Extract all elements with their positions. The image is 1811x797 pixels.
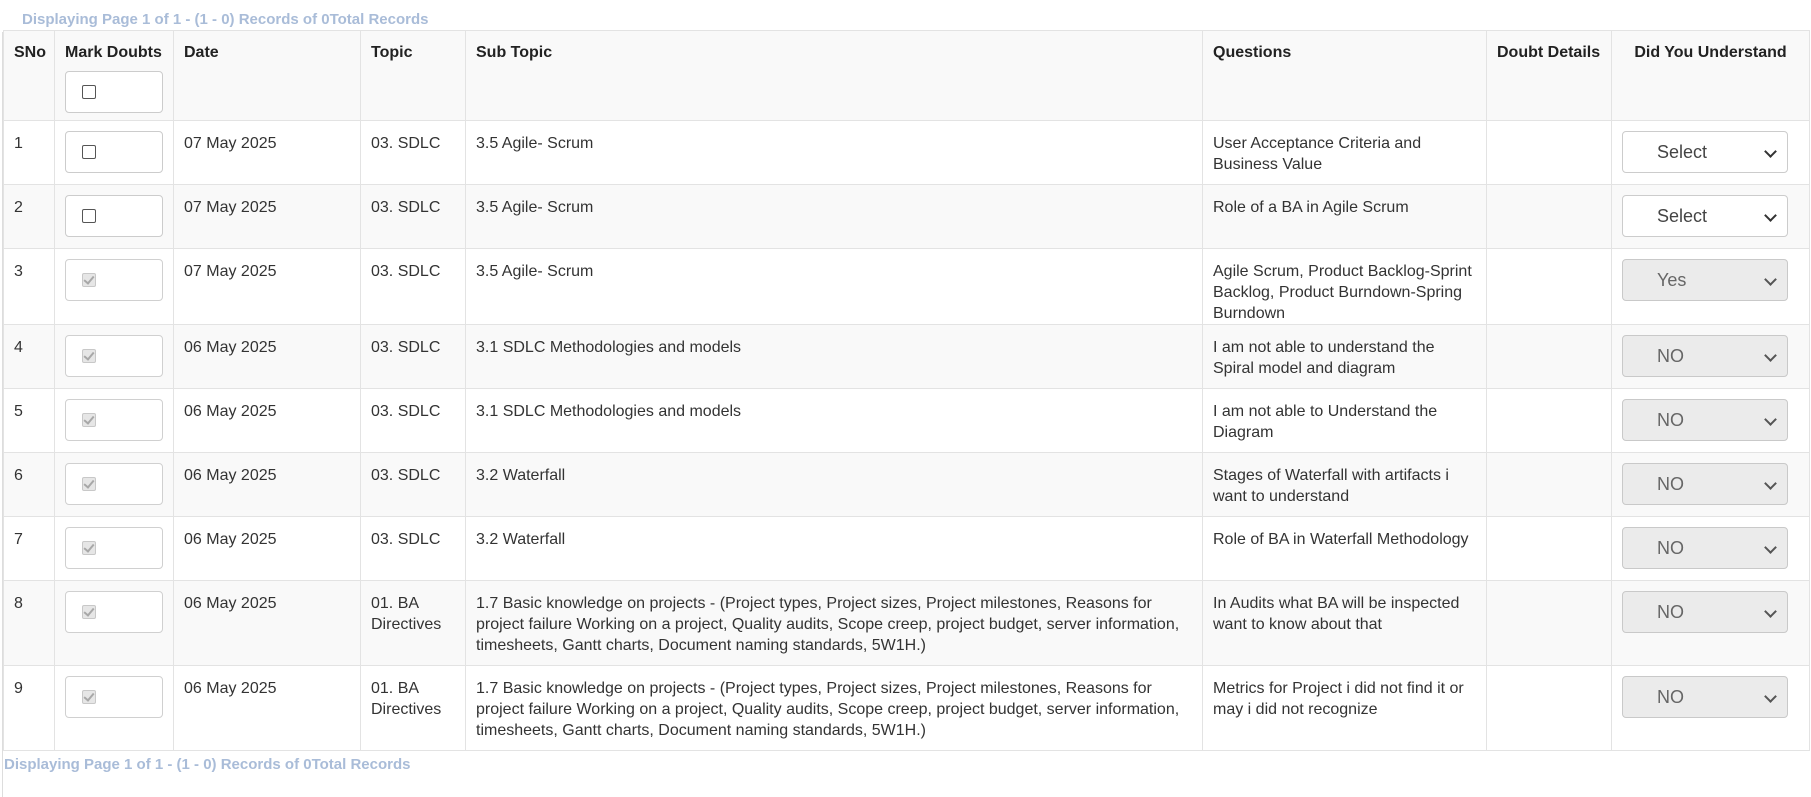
cell-mark-doubt bbox=[55, 389, 174, 453]
understand-select bbox=[1622, 591, 1788, 633]
table-row bbox=[4, 249, 1810, 325]
understand-select[interactable] bbox=[1622, 131, 1788, 173]
understand-select bbox=[1622, 399, 1788, 441]
cell-sno: 4 bbox=[4, 325, 55, 389]
mark-doubt-checkbox bbox=[82, 541, 96, 555]
understand-select bbox=[1622, 259, 1788, 301]
understand-select bbox=[1622, 335, 1788, 377]
cell-sno: 6 bbox=[4, 453, 55, 517]
cell-mark-doubt bbox=[55, 185, 174, 249]
cell-mark-doubt bbox=[55, 581, 174, 666]
chevron-down-icon bbox=[1764, 145, 1777, 158]
understand-select-value: Select bbox=[1657, 142, 1708, 162]
cell-date: 06 May 2025 bbox=[174, 517, 361, 581]
cell-sno: 8 bbox=[4, 581, 55, 666]
cell-understand bbox=[1612, 325, 1810, 389]
cell-question: User Acceptance Criteria and Business Value bbox=[1203, 121, 1487, 185]
chevron-down-icon bbox=[1764, 273, 1777, 286]
table-header-row bbox=[4, 31, 1810, 121]
cell-doubt-details bbox=[1487, 581, 1612, 666]
cell-sub-topic: 3.5 Agile- Scrum bbox=[466, 249, 1203, 325]
cell-topic: 01. BA Directives bbox=[361, 581, 466, 666]
cell-understand bbox=[1612, 121, 1810, 185]
cell-understand bbox=[1612, 249, 1810, 325]
cell-mark-doubt bbox=[55, 517, 174, 581]
mark-doubt-checkbox bbox=[82, 413, 96, 427]
cell-topic: 03. SDLC bbox=[361, 325, 466, 389]
cell-date: 07 May 2025 bbox=[174, 185, 361, 249]
cell-doubt-details bbox=[1487, 517, 1612, 581]
paging-info-bottom: Displaying Page 1 of 1 - (1 - 0) Records of 0Total Records bbox=[4, 756, 411, 773]
cell-sno: 7 bbox=[4, 517, 55, 581]
cell-sub-topic: 3.1 SDLC Methodologies and models bbox=[466, 389, 1203, 453]
select-all-checkbox[interactable] bbox=[82, 85, 96, 99]
cell-sub-topic: 1.7 Basic knowledge on projects - (Project types, Project sizes, Project milestones, Reasons for project failure Working on a project, Quality audits, Scope creep, project budget, server information, timesheets, Gantt charts, Document naming standards, 5W1H.) bbox=[466, 581, 1203, 666]
cell-understand bbox=[1612, 666, 1810, 751]
cell-question: I am not able to Understand the Diagram bbox=[1203, 389, 1487, 453]
cell-mark-doubt bbox=[55, 249, 174, 325]
cell-doubt-details bbox=[1487, 249, 1612, 325]
mark-doubt-checkbox[interactable] bbox=[82, 145, 96, 159]
mark-doubt-wrapper bbox=[65, 259, 163, 301]
mark-doubt-checkbox bbox=[82, 690, 96, 704]
cell-doubt-details bbox=[1487, 325, 1612, 389]
cell-mark-doubt bbox=[55, 325, 174, 389]
understand-select-value: NO bbox=[1657, 474, 1684, 494]
cell-question: In Audits what BA will be inspected want to know about that bbox=[1203, 581, 1487, 666]
chevron-down-icon bbox=[1764, 605, 1777, 618]
chevron-down-icon bbox=[1764, 209, 1777, 222]
cell-sub-topic: 3.5 Agile- Scrum bbox=[466, 185, 1203, 249]
cell-question: Stages of Waterfall with artifacts i want to understand bbox=[1203, 453, 1487, 517]
cell-mark-doubt bbox=[55, 666, 174, 751]
cell-understand bbox=[1612, 517, 1810, 581]
cell-doubt-details bbox=[1487, 389, 1612, 453]
understand-select[interactable] bbox=[1622, 195, 1788, 237]
cell-question: Metrics for Project i did not find it or may i did not recognize bbox=[1203, 666, 1487, 751]
understand-select-value: NO bbox=[1657, 687, 1684, 707]
header-date: Date bbox=[174, 31, 361, 121]
cell-sno: 9 bbox=[4, 666, 55, 751]
understand-select-value: NO bbox=[1657, 602, 1684, 622]
cell-understand bbox=[1612, 389, 1810, 453]
header-mark-doubts-label: Mark Doubts bbox=[65, 44, 162, 61]
cell-question: Agile Scrum, Product Backlog-Sprint Backlog, Product Burndown-Spring Burndown bbox=[1203, 249, 1487, 325]
chevron-down-icon bbox=[1764, 349, 1777, 362]
cell-sno: 2 bbox=[4, 185, 55, 249]
cell-date: 06 May 2025 bbox=[174, 581, 361, 666]
mark-doubt-checkbox bbox=[82, 273, 96, 287]
table-row bbox=[4, 666, 1810, 751]
table-row bbox=[4, 581, 1810, 666]
mark-doubt-wrapper bbox=[65, 195, 163, 237]
mark-doubt-wrapper bbox=[65, 676, 163, 718]
mark-doubt-checkbox bbox=[82, 605, 96, 619]
cell-doubt-details bbox=[1487, 453, 1612, 517]
cell-sub-topic: 3.2 Waterfall bbox=[466, 453, 1203, 517]
understand-select-value: Yes bbox=[1657, 270, 1687, 290]
mark-doubt-checkbox[interactable] bbox=[82, 209, 96, 223]
understand-select-value: NO bbox=[1657, 410, 1684, 430]
understand-select bbox=[1622, 527, 1788, 569]
cell-understand bbox=[1612, 185, 1810, 249]
table-row bbox=[4, 121, 1810, 185]
table-row bbox=[4, 517, 1810, 581]
table-row bbox=[4, 389, 1810, 453]
header-questions: Questions bbox=[1203, 31, 1487, 121]
doubts-table bbox=[3, 30, 1810, 751]
table-row bbox=[4, 453, 1810, 517]
understand-select bbox=[1622, 676, 1788, 718]
select-all-wrapper bbox=[65, 71, 163, 113]
cell-topic: 03. SDLC bbox=[361, 453, 466, 517]
understand-select bbox=[1622, 463, 1788, 505]
header-topic: Topic bbox=[361, 31, 466, 121]
chevron-down-icon bbox=[1764, 413, 1777, 426]
table-row bbox=[4, 185, 1810, 249]
cell-question: Role of a BA in Agile Scrum bbox=[1203, 185, 1487, 249]
cell-topic: 03. SDLC bbox=[361, 121, 466, 185]
mark-doubt-checkbox bbox=[82, 477, 96, 491]
understand-select-value: NO bbox=[1657, 538, 1684, 558]
cell-sub-topic: 3.2 Waterfall bbox=[466, 517, 1203, 581]
cell-mark-doubt bbox=[55, 453, 174, 517]
table-row bbox=[4, 325, 1810, 389]
mark-doubt-checkbox bbox=[82, 349, 96, 363]
cell-doubt-details bbox=[1487, 185, 1612, 249]
cell-date: 07 May 2025 bbox=[174, 121, 361, 185]
header-sno: SNo bbox=[4, 31, 55, 121]
cell-topic: 03. SDLC bbox=[361, 249, 466, 325]
cell-topic: 03. SDLC bbox=[361, 517, 466, 581]
cell-sub-topic: 3.1 SDLC Methodologies and models bbox=[466, 325, 1203, 389]
understand-select-value: Select bbox=[1657, 206, 1708, 226]
header-mark-doubts bbox=[55, 31, 174, 121]
cell-topic: 03. SDLC bbox=[361, 185, 466, 249]
cell-date: 06 May 2025 bbox=[174, 666, 361, 751]
cell-date: 06 May 2025 bbox=[174, 325, 361, 389]
paging-info-top: Displaying Page 1 of 1 - (1 - 0) Records of 0Total Records bbox=[22, 11, 429, 28]
mark-doubt-wrapper bbox=[65, 335, 163, 377]
chevron-down-icon bbox=[1764, 541, 1777, 554]
chevron-down-icon bbox=[1764, 690, 1777, 703]
header-did-you-understand: Did You Understand bbox=[1612, 31, 1810, 121]
header-sub-topic: Sub Topic bbox=[466, 31, 1203, 121]
cell-understand bbox=[1612, 453, 1810, 517]
cell-sno: 3 bbox=[4, 249, 55, 325]
chevron-down-icon bbox=[1764, 477, 1777, 490]
mark-doubt-wrapper bbox=[65, 527, 163, 569]
cell-understand bbox=[1612, 581, 1810, 666]
cell-topic: 01. BA Directives bbox=[361, 666, 466, 751]
cell-sub-topic: 3.5 Agile- Scrum bbox=[466, 121, 1203, 185]
mark-doubt-wrapper bbox=[65, 591, 163, 633]
cell-question: I am not able to understand the Spiral model and diagram bbox=[1203, 325, 1487, 389]
cell-topic: 03. SDLC bbox=[361, 389, 466, 453]
cell-doubt-details bbox=[1487, 666, 1612, 751]
mark-doubt-wrapper bbox=[65, 131, 163, 173]
cell-date: 07 May 2025 bbox=[174, 249, 361, 325]
mark-doubt-wrapper bbox=[65, 399, 163, 441]
cell-question: Role of BA in Waterfall Methodology bbox=[1203, 517, 1487, 581]
cell-date: 06 May 2025 bbox=[174, 389, 361, 453]
cell-sno: 1 bbox=[4, 121, 55, 185]
cell-mark-doubt bbox=[55, 121, 174, 185]
mark-doubt-wrapper bbox=[65, 463, 163, 505]
cell-date: 06 May 2025 bbox=[174, 453, 361, 517]
understand-select-value: NO bbox=[1657, 346, 1684, 366]
cell-sno: 5 bbox=[4, 389, 55, 453]
left-border bbox=[2, 32, 3, 797]
cell-doubt-details bbox=[1487, 121, 1612, 185]
cell-sub-topic: 1.7 Basic knowledge on projects - (Project types, Project sizes, Project milestones, Reasons for project failure Working on a project, Quality audits, Scope creep, project budget, server information, timesheets, Gantt charts, Document naming standards, 5W1H.) bbox=[466, 666, 1203, 751]
header-doubt-details: Doubt Details bbox=[1487, 31, 1612, 121]
